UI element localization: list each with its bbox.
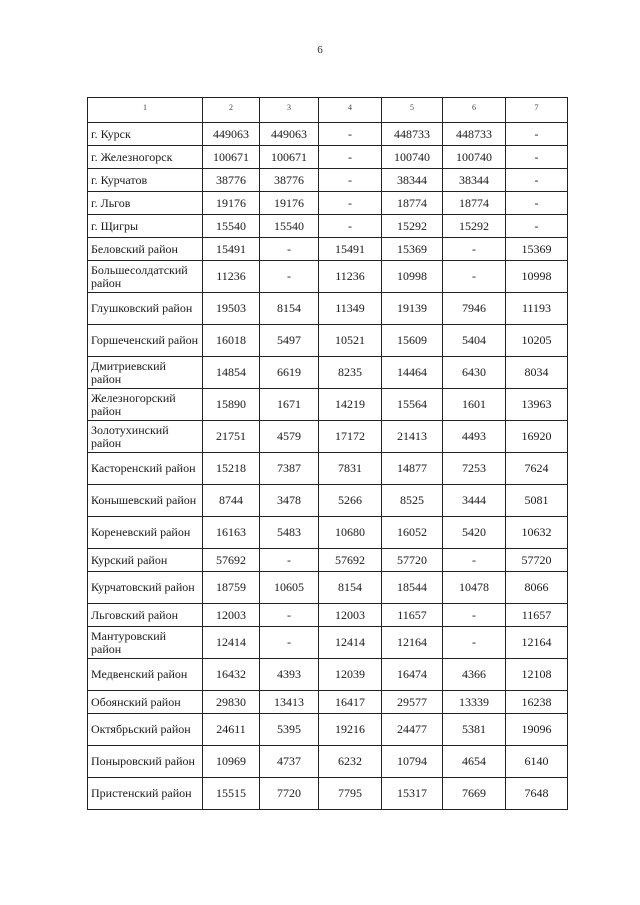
territory-name-cell: Поныровский район [88,746,203,778]
value-cell: 10205 [506,325,568,357]
territory-name-cell: Беловский район [88,238,203,261]
value-cell: - [319,192,382,215]
value-cell: - [260,627,319,659]
value-cell: 100671 [260,146,319,169]
column-number-header: 2 [203,98,260,123]
value-cell: 11657 [382,604,443,627]
value-cell: 16052 [382,517,443,549]
column-number-header: 5 [382,98,443,123]
value-cell: 57720 [506,549,568,572]
value-cell: 8034 [506,357,568,389]
value-cell: 10998 [506,261,568,293]
value-cell: 13339 [443,691,506,714]
value-cell: 13413 [260,691,319,714]
value-cell: - [260,238,319,261]
value-cell: 5381 [443,714,506,746]
value-cell: 14854 [203,357,260,389]
table-row [88,123,568,146]
value-cell: 19176 [260,192,319,215]
value-cell: - [443,261,506,293]
table-row [88,238,568,261]
value-cell: 3478 [260,485,319,517]
value-cell: 14219 [319,389,382,421]
value-cell: 10969 [203,746,260,778]
territory-name-cell: Золотухинский район [88,421,203,453]
value-cell: 11349 [319,293,382,325]
value-cell: 24611 [203,714,260,746]
value-cell: 12164 [506,627,568,659]
value-cell: 15491 [203,238,260,261]
value-cell: 18774 [443,192,506,215]
value-cell: 15540 [260,215,319,238]
table-row [88,659,568,691]
table-row [88,357,568,389]
value-cell: 11657 [506,604,568,627]
value-cell: - [260,604,319,627]
value-cell: 13963 [506,389,568,421]
territory-name-cell: Кореневский район [88,517,203,549]
territory-name-cell: Курский район [88,549,203,572]
value-cell: - [443,549,506,572]
table-row [88,714,568,746]
value-cell: 15609 [382,325,443,357]
value-cell: 7669 [443,778,506,810]
value-cell: - [260,549,319,572]
table-row [88,604,568,627]
territory-name-cell: г. Курчатов [88,169,203,192]
value-cell: 19216 [319,714,382,746]
value-cell: - [506,123,568,146]
page-number: 6 [317,44,323,56]
value-cell: 7946 [443,293,506,325]
table-row [88,261,568,293]
value-cell: 8744 [203,485,260,517]
table-row [88,549,568,572]
territory-name-cell: Обоянский район [88,691,203,714]
value-cell: 16474 [382,659,443,691]
value-cell: 448733 [443,123,506,146]
value-cell: 5483 [260,517,319,549]
value-cell: 15369 [506,238,568,261]
table-row [88,192,568,215]
value-cell: 14464 [382,357,443,389]
value-cell: 449063 [260,123,319,146]
value-cell: - [319,169,382,192]
table-row [88,746,568,778]
value-cell: 18759 [203,572,260,604]
table-row [88,453,568,485]
value-cell: 21413 [382,421,443,453]
table-row [88,691,568,714]
value-cell: 4579 [260,421,319,453]
value-cell: 10794 [382,746,443,778]
value-cell: 10632 [506,517,568,549]
territory-name-cell: г. Железногорск [88,146,203,169]
value-cell: 5404 [443,325,506,357]
value-cell: 57720 [382,549,443,572]
territory-name-cell: г. Щигры [88,215,203,238]
value-cell: 4737 [260,746,319,778]
value-cell: 7624 [506,453,568,485]
value-cell: 15369 [382,238,443,261]
value-cell: 8154 [260,293,319,325]
value-cell: 7831 [319,453,382,485]
value-cell: 12414 [319,627,382,659]
value-cell: - [506,146,568,169]
value-cell: 448733 [382,123,443,146]
table-row [88,485,568,517]
territory-name-cell: Курчатовский район [88,572,203,604]
value-cell: 15292 [443,215,506,238]
territory-name-cell: г. Курск [88,123,203,146]
value-cell: 18544 [382,572,443,604]
value-cell: 19176 [203,192,260,215]
territory-name-cell: Большесолдатский район [88,261,203,293]
value-cell: 7253 [443,453,506,485]
value-cell: 24477 [382,714,443,746]
value-cell: 11193 [506,293,568,325]
value-cell: 12003 [203,604,260,627]
value-cell: 6140 [506,746,568,778]
value-cell: 19503 [203,293,260,325]
table-row [88,293,568,325]
value-cell: 38344 [443,169,506,192]
value-cell: 4393 [260,659,319,691]
value-cell: 3444 [443,485,506,517]
territory-name-cell: Дмитриевский район [88,357,203,389]
table-row [88,146,568,169]
value-cell: 19096 [506,714,568,746]
value-cell: - [319,146,382,169]
value-cell: 15218 [203,453,260,485]
value-cell: 15292 [382,215,443,238]
value-cell: 17172 [319,421,382,453]
value-cell: 57692 [203,549,260,572]
territory-name-cell: Октябрьский район [88,714,203,746]
value-cell: 16018 [203,325,260,357]
population-table [87,97,568,810]
value-cell: 38344 [382,169,443,192]
territory-name-cell: Железногорский район [88,389,203,421]
value-cell: 16163 [203,517,260,549]
table-row [88,778,568,810]
value-cell: 6232 [319,746,382,778]
value-cell: 12108 [506,659,568,691]
value-cell: 18774 [382,192,443,215]
value-cell: - [506,215,568,238]
table-row [88,572,568,604]
value-cell: - [443,604,506,627]
value-cell: 1671 [260,389,319,421]
value-cell: 16238 [506,691,568,714]
value-cell: 7795 [319,778,382,810]
table-row [88,389,568,421]
value-cell: 29830 [203,691,260,714]
value-cell: 38776 [260,169,319,192]
value-cell: 4366 [443,659,506,691]
value-cell: 10680 [319,517,382,549]
territory-name-cell: Пристенский район [88,778,203,810]
table-row [88,215,568,238]
value-cell: 11236 [203,261,260,293]
column-number-header: 4 [319,98,382,123]
value-cell: 29577 [382,691,443,714]
value-cell: 10605 [260,572,319,604]
column-number-header: 6 [443,98,506,123]
value-cell: 449063 [203,123,260,146]
value-cell: 15317 [382,778,443,810]
value-cell: 6430 [443,357,506,389]
value-cell: 7648 [506,778,568,810]
value-cell: 8066 [506,572,568,604]
value-cell: 12039 [319,659,382,691]
value-cell: 10998 [382,261,443,293]
value-cell: 5420 [443,517,506,549]
value-cell: 5497 [260,325,319,357]
column-number-row [88,98,568,123]
value-cell: 16417 [319,691,382,714]
value-cell: 21751 [203,421,260,453]
value-cell: 16920 [506,421,568,453]
value-cell: 4493 [443,421,506,453]
value-cell: 12414 [203,627,260,659]
value-cell: 12164 [382,627,443,659]
territory-name-cell: Мантуровский район [88,627,203,659]
value-cell: 38776 [203,169,260,192]
value-cell: 15515 [203,778,260,810]
column-number-header: 7 [506,98,568,123]
territory-name-cell: Глушковский район [88,293,203,325]
value-cell: - [506,192,568,215]
territory-name-cell: Медвенский район [88,659,203,691]
value-cell: 100740 [443,146,506,169]
value-cell: - [506,169,568,192]
table-row [88,421,568,453]
territory-name-cell: Конышевский район [88,485,203,517]
value-cell: 8525 [382,485,443,517]
value-cell: - [443,627,506,659]
value-cell: 8154 [319,572,382,604]
table-row [88,169,568,192]
value-cell: 14877 [382,453,443,485]
value-cell: 15564 [382,389,443,421]
value-cell: 8235 [319,357,382,389]
value-cell: 4654 [443,746,506,778]
value-cell: 100740 [382,146,443,169]
value-cell: 5081 [506,485,568,517]
table-row [88,627,568,659]
value-cell: 16432 [203,659,260,691]
table-body [88,98,568,810]
value-cell: - [319,123,382,146]
value-cell: - [260,261,319,293]
table-row [88,325,568,357]
value-cell: 1601 [443,389,506,421]
value-cell: 15491 [319,238,382,261]
value-cell: 12003 [319,604,382,627]
value-cell: 7387 [260,453,319,485]
territory-name-cell: Касторенский район [88,453,203,485]
territory-name-cell: г. Льгов [88,192,203,215]
table-row [88,517,568,549]
value-cell: 100671 [203,146,260,169]
value-cell: - [443,238,506,261]
value-cell: - [319,215,382,238]
column-number-header: 1 [88,98,203,123]
value-cell: 10478 [443,572,506,604]
value-cell: 19139 [382,293,443,325]
value-cell: 11236 [319,261,382,293]
value-cell: 57692 [319,549,382,572]
territory-name-cell: Горшеченский район [88,325,203,357]
value-cell: 15890 [203,389,260,421]
value-cell: 5395 [260,714,319,746]
column-number-header: 3 [260,98,319,123]
value-cell: 10521 [319,325,382,357]
territory-name-cell: Льговский район [88,604,203,627]
value-cell: 5266 [319,485,382,517]
value-cell: 7720 [260,778,319,810]
value-cell: 15540 [203,215,260,238]
value-cell: 6619 [260,357,319,389]
